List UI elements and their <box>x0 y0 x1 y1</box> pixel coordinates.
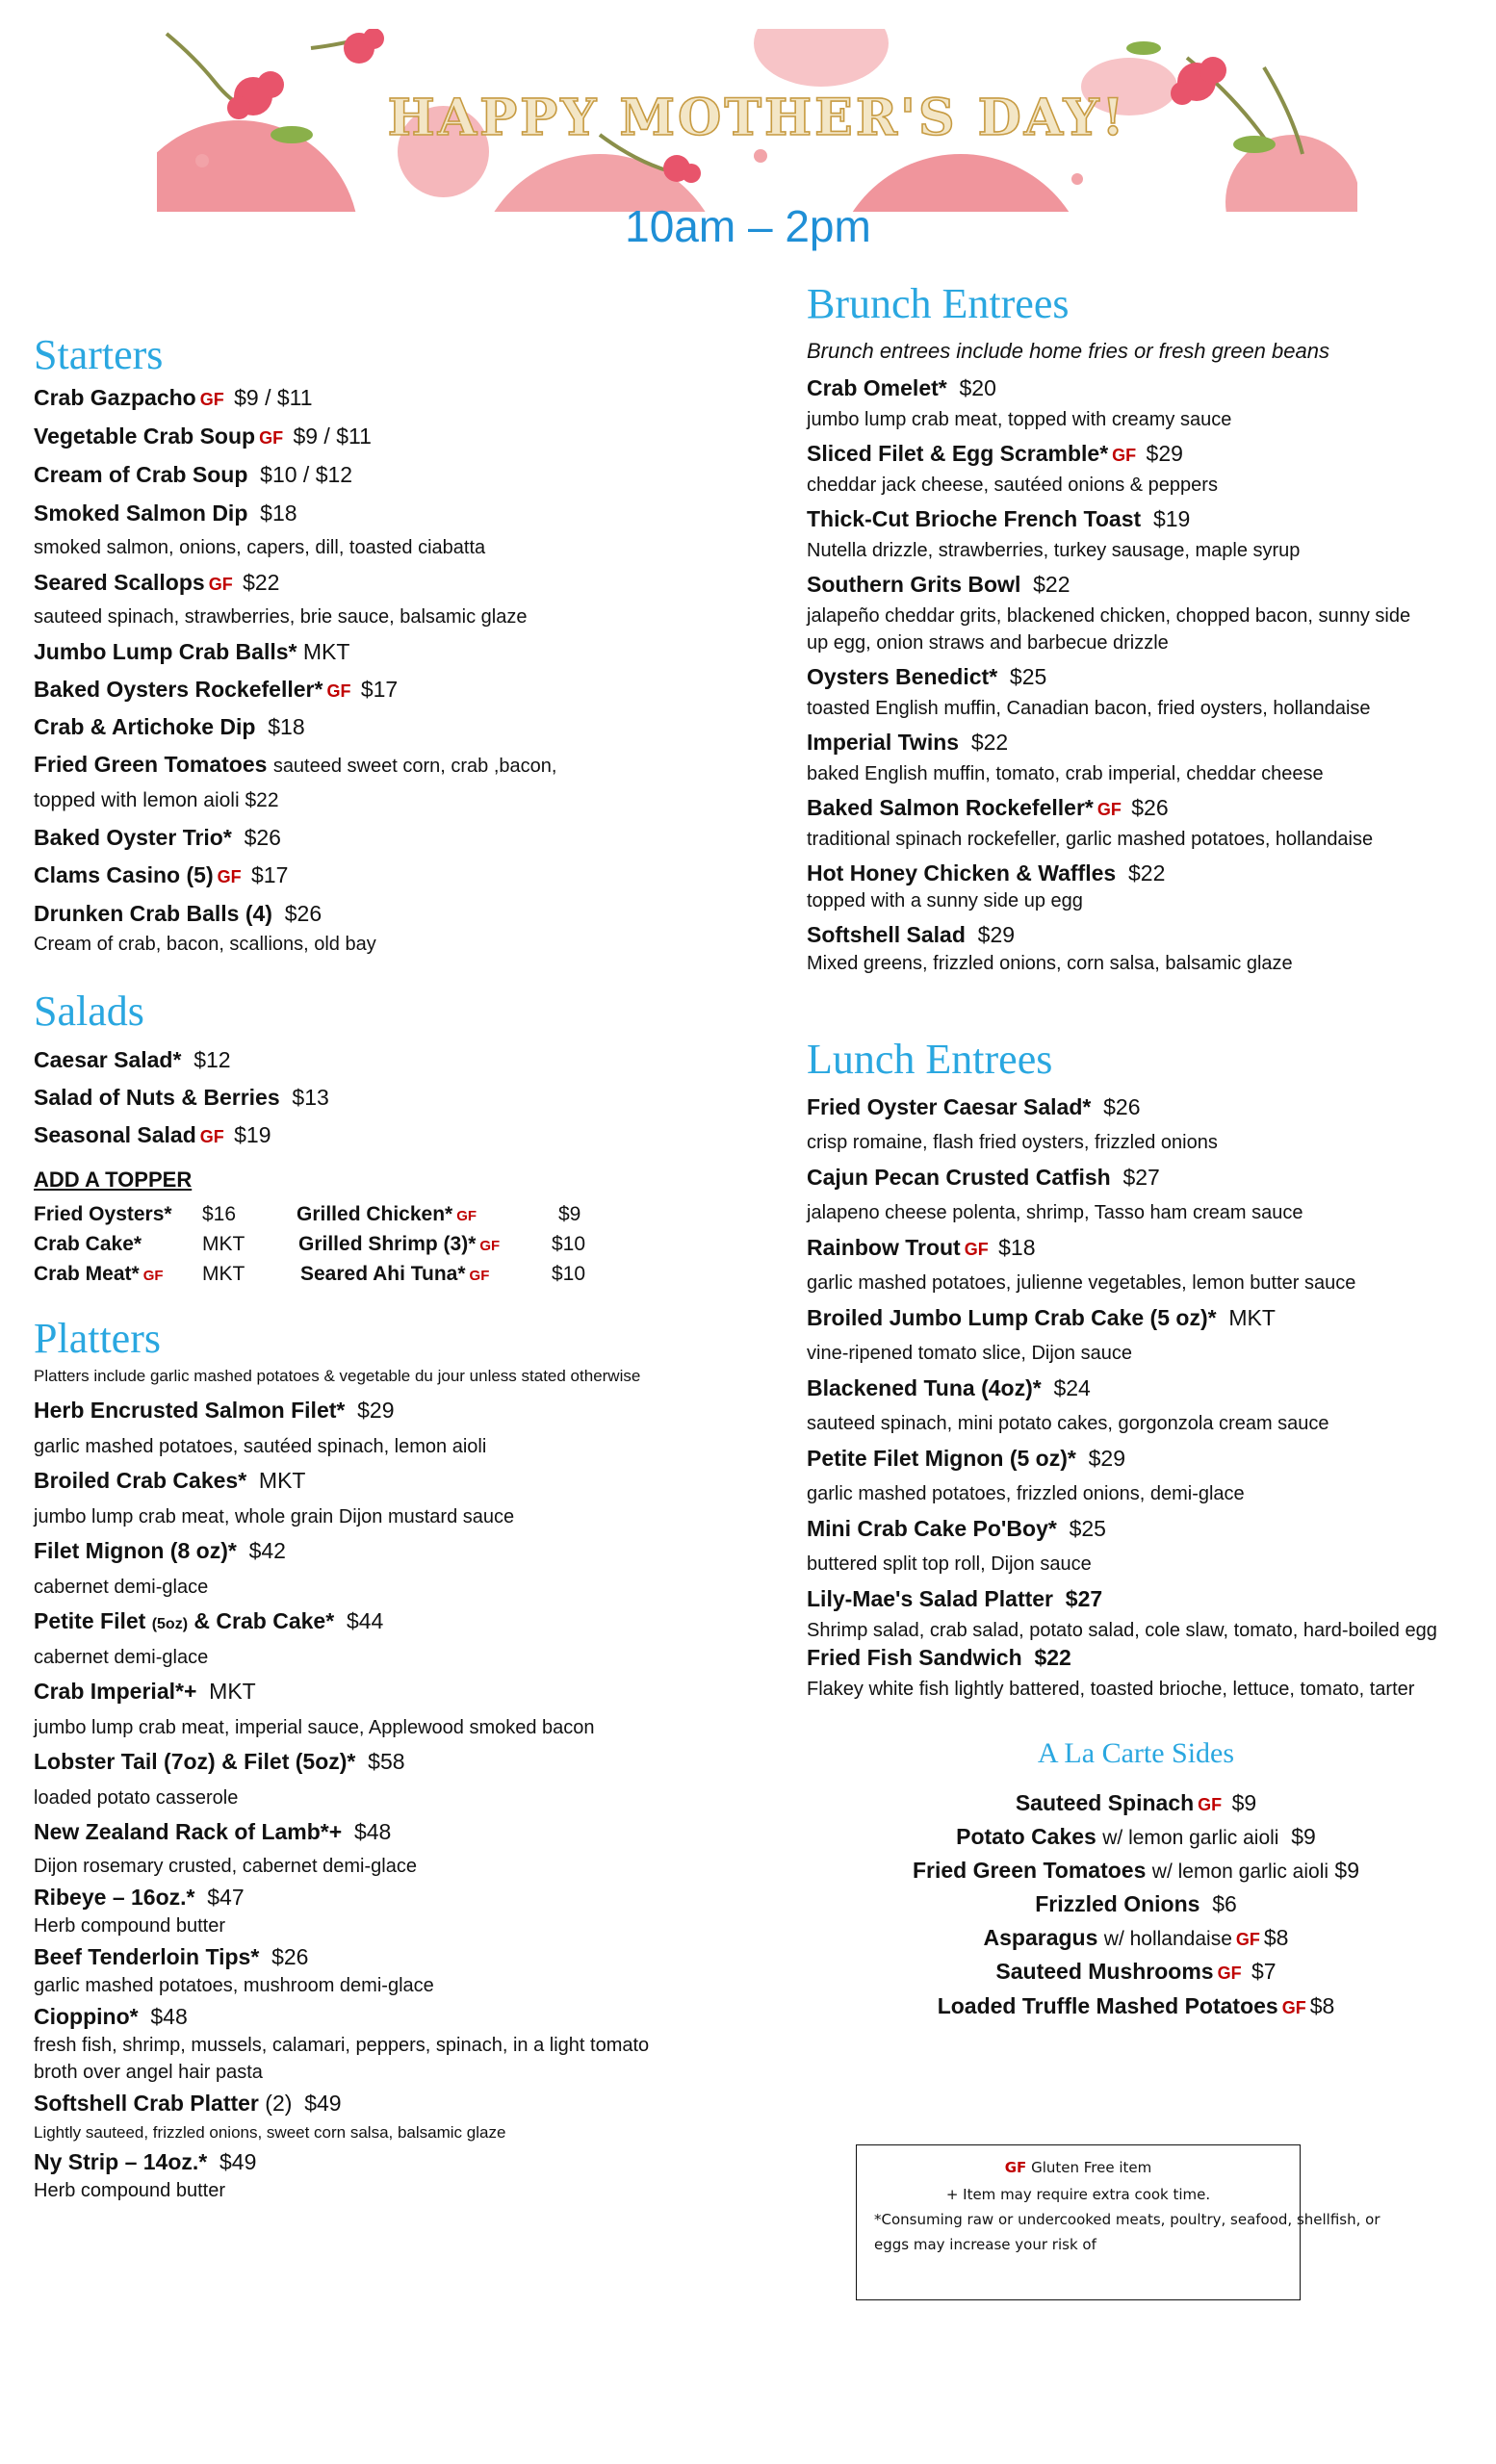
item-description: buttered split top roll, Dijon sauce <box>807 1553 1092 1575</box>
item-description: cheddar jack cheese, sautéed onions & peppers <box>807 475 1218 496</box>
topper-price: $10 <box>552 1233 586 1255</box>
item-description: baked English muffin, tomato, crab imperial, cheddar cheese <box>807 763 1324 784</box>
item-price: $18 <box>260 500 297 526</box>
item-name: Crab & Artichoke Dip <box>34 714 256 739</box>
gf-badge: GF <box>208 575 233 594</box>
menu-item: New Zealand Rack of Lamb*+ $48 <box>34 1819 392 1844</box>
item-description: crisp romaine, flash fried oysters, frizzled onions <box>807 1132 1218 1153</box>
side-item: Asparagus w/ hollandaise GF $8 <box>983 1925 1289 1950</box>
item-name: Clams Casino (5) <box>34 862 214 887</box>
topper-item: Grilled Shrimp (3)* GF <box>298 1233 501 1255</box>
gf-badge: GF <box>217 867 242 886</box>
menu-item <box>34 424 372 449</box>
topper-price: $16 <box>202 1203 237 1225</box>
item-name: Seared Scallops <box>34 570 205 595</box>
menu-item: Rainbow Trout GF $18 <box>807 1235 1036 1260</box>
gf-badge: GF <box>199 390 224 409</box>
menu-item <box>34 385 313 411</box>
item-description: garlic mashed potatoes, sautéed spinach, lemon aioli <box>34 1436 487 1457</box>
item-price: $9 / $11 <box>234 385 313 410</box>
item-description: fresh fish, shrimp, mussels, calamari, peppers, spinach, in a light tomato <box>34 2035 650 2056</box>
item-description: cabernet demi-glace <box>34 1647 209 1668</box>
item-price: $17 <box>360 677 399 702</box>
section-title-lunch: Lunch Entrees <box>807 1036 1053 1083</box>
item-description: jumbo lump crab meat, whole grain Dijon mustard sauce <box>34 1506 515 1527</box>
cook-time-note: + Item may require extra cook time. <box>945 2186 1211 2203</box>
menu-item: Imperial Twins $22 <box>807 730 1009 755</box>
item-description: Herb compound butter <box>34 1915 226 1937</box>
item-name: Seasonal Salad <box>34 1122 196 1147</box>
menu-item: Broiled Jumbo Lump Crab Cake (5 oz)* MKT <box>807 1305 1276 1330</box>
topper-item: Crab Cake* <box>34 1233 142 1255</box>
item-description: cabernet demi-glace <box>34 1577 209 1598</box>
item-price: $9 / $11 <box>293 424 372 449</box>
menu-item: Lobster Tail (7oz) & Filet (5oz)* $58 <box>34 1749 405 1774</box>
menu-item <box>34 1047 231 1073</box>
item-description: topped with lemon aioli $22 <box>34 789 279 811</box>
menu-item: Mini Crab Cake Po'Boy* $25 <box>807 1516 1106 1541</box>
section-title-starters: Starters <box>34 331 164 378</box>
item-description: loaded potato casserole <box>34 1787 239 1809</box>
menu-item <box>34 714 305 740</box>
topper-item: Fried Oysters* <box>34 1203 172 1225</box>
item-description: sauteed spinach, mini potato cakes, gorgonzola cream sauce <box>807 1413 1329 1434</box>
topper-heading: ADD A TOPPER <box>34 1168 193 1192</box>
menu-item: Ribeye – 16oz.* $47 <box>34 1885 245 1910</box>
item-price: $22 <box>243 570 280 595</box>
side-item: Frizzled Onions $6 <box>1035 1891 1237 1916</box>
platters-note: Platters include garlic mashed potatoes & vegetable du jour unless stated otherwise <box>34 1367 641 1385</box>
item-description: jalapeño cheddar grits, blackened chicken, chopped bacon, sunny side <box>807 605 1411 627</box>
topper-price: MKT <box>202 1233 245 1255</box>
item-price: MKT <box>302 639 350 664</box>
item-name: Baked Oyster Trio* <box>34 825 232 850</box>
item-price: $13 <box>292 1085 329 1110</box>
gf-badge: GF <box>259 428 284 448</box>
item-description: Herb compound butter <box>34 2180 226 2201</box>
item-description: smoked salmon, onions, capers, dill, toasted ciabatta <box>34 537 486 558</box>
side-item: Sauteed Spinach GF $9 <box>1015 1790 1257 1815</box>
item-description: jalapeno cheese polenta, shrimp, Tasso ham cream sauce <box>807 1202 1303 1223</box>
item-description: Mixed greens, frizzled onions, corn salsa, balsamic glaze <box>807 953 1293 974</box>
item-description: jumbo lump crab meat, imperial sauce, Applewood smoked bacon <box>34 1717 595 1738</box>
item-description: garlic mashed potatoes, frizzled onions, demi-glace <box>807 1483 1245 1504</box>
menu-item: Broiled Crab Cakes* MKT <box>34 1468 306 1493</box>
menu-item: Ny Strip – 14oz.* $49 <box>34 2149 257 2174</box>
item-name: Jumbo Lump Crab Balls* <box>34 639 297 664</box>
topper-item: Seared Ahi Tuna* GF <box>300 1263 490 1285</box>
item-name: Baked Oysters Rockefeller* <box>34 677 323 702</box>
menu-item <box>34 1122 271 1148</box>
item-description: garlic mashed potatoes, mushroom demi-glace <box>34 1975 434 1996</box>
item-price: $10 / $12 <box>260 462 353 487</box>
notes-box <box>856 2144 1380 2300</box>
menu-item: Blackened Tuna (4oz)* $24 <box>807 1375 1091 1400</box>
menu-item: Cajun Pecan Crusted Catfish $27 <box>807 1165 1160 1190</box>
section-title-platters: Platters <box>34 1315 161 1362</box>
item-description: Lightly sauteed, frizzled onions, sweet corn salsa, balsamic glaze <box>34 2123 506 2142</box>
consumer-advisory: eggs may increase your risk of <box>874 2236 1096 2253</box>
menu-item: Fried Fish Sandwich $22 <box>807 1645 1071 1670</box>
item-description: up egg, onion straws and barbecue drizzle <box>807 632 1169 654</box>
service-hours: 10am – 2pm <box>625 201 871 251</box>
menu-item <box>34 462 352 488</box>
menu-item <box>34 500 297 526</box>
gf-legend: GF Gluten Free item <box>1004 2159 1152 2176</box>
menu-item <box>34 901 322 927</box>
topper-price: MKT <box>202 1263 245 1285</box>
item-name: Vegetable Crab Soup <box>34 424 256 449</box>
menu-item <box>34 677 398 703</box>
item-description: broth over angel hair pasta <box>34 2062 263 2083</box>
side-item: Sauteed Mushrooms GF $7 <box>995 1959 1277 1984</box>
menu-item: Baked Salmon Rockefeller* GF $26 <box>807 795 1169 820</box>
menu-item: Crab Omelet* $20 <box>807 375 996 400</box>
side-item: Fried Green Tomatoes w/ lemon garlic aioli $9 <box>912 1858 1360 1883</box>
section-title-sides: A La Carte Sides <box>1037 1737 1235 1769</box>
section-title-salads: Salads <box>34 988 144 1035</box>
menu-item: Hot Honey Chicken & Waffles $22 <box>807 860 1166 886</box>
item-name: Drunken Crab Balls (4) <box>34 901 272 926</box>
header-banner <box>157 29 1357 212</box>
menu-item <box>34 825 281 851</box>
item-price: $19 <box>234 1122 271 1147</box>
item-name: Fried Green Tomatoes <box>34 752 268 777</box>
menu-item: Oysters Benedict* $25 <box>807 664 1047 689</box>
brunch-note: Brunch entrees include home fries or fresh green beans <box>807 339 1329 363</box>
item-price: $26 <box>244 825 281 850</box>
menu-item: Lily-Mae's Salad Platter $27 <box>807 1586 1103 1611</box>
item-description: Flakey white fish lightly battered, toasted brioche, lettuce, tomato, tarter <box>807 1679 1415 1700</box>
menu-item: Thick-Cut Brioche French Toast $19 <box>807 506 1191 531</box>
menu-item: Fried Oyster Caesar Salad* $26 <box>807 1094 1141 1119</box>
item-description: traditional spinach rockefeller, garlic mashed potatoes, hollandaise <box>807 829 1374 850</box>
menu-item: Sliced Filet & Egg Scramble* GF $29 <box>807 441 1183 466</box>
menu-item: Softshell Salad $29 <box>807 922 1016 947</box>
gf-badge: GF <box>326 681 351 701</box>
item-price: $17 <box>251 862 289 887</box>
menu-item: Cioppino* $48 <box>34 2004 188 2029</box>
item-name: Cream of Crab Soup <box>34 462 248 487</box>
item-description: sauteed spinach, strawberries, brie sauce, balsamic glaze <box>34 606 528 628</box>
menu-item <box>34 639 349 665</box>
item-price: $18 <box>268 714 305 739</box>
topper-item: Crab Meat* GF <box>34 1263 164 1285</box>
item-description: Dijon rosemary crusted, cabernet demi-glace <box>34 1856 417 1877</box>
item-description: garlic mashed potatoes, julienne vegetables, lemon butter sauce <box>807 1272 1356 1294</box>
menu-item: Softshell Crab Platter (2) $49 <box>34 2091 342 2116</box>
section-title-brunch: Brunch Entrees <box>807 280 1070 327</box>
topper-price: $9 <box>558 1203 581 1225</box>
item-description: vine-ripened tomato slice, Dijon sauce <box>807 1343 1132 1364</box>
gf-badge: GF <box>199 1127 224 1146</box>
menu-item: Herb Encrusted Salmon Filet* $29 <box>34 1398 395 1423</box>
item-name: Caesar Salad* <box>34 1047 182 1072</box>
item-price: $12 <box>193 1047 231 1072</box>
item-description: topped with a sunny side up egg <box>807 890 1083 911</box>
item-name: Crab Gazpacho <box>34 385 196 410</box>
menu-item <box>34 1085 329 1111</box>
item-description: jumbo lump crab meat, topped with creamy sauce <box>807 409 1232 430</box>
item-name: Salad of Nuts & Berries <box>34 1085 280 1110</box>
item-description: Shrimp salad, crab salad, potato salad, cole slaw, tomato, hard-boiled egg <box>807 1620 1437 1641</box>
side-item: Loaded Truffle Mashed Potatoes GF $8 <box>937 1993 1335 2018</box>
menu-item: Crab Imperial*+ MKT <box>34 1679 256 1704</box>
banner-title: HAPPY MOTHER'S DAY! <box>387 89 1127 147</box>
menu-item: Petite Filet Mignon (5 oz)* $29 <box>807 1446 1125 1471</box>
topper-price: $10 <box>552 1263 586 1285</box>
item-description: toasted English muffin, Canadian bacon, fried oysters, hollandaise <box>807 698 1371 719</box>
menu-item: Southern Grits Bowl $22 <box>807 572 1070 597</box>
item-price: $26 <box>284 901 322 926</box>
item-description: sauteed sweet corn, crab ,bacon, <box>272 756 557 777</box>
menu-item <box>34 752 556 778</box>
consumer-advisory: *Consuming raw or undercooked meats, poultry, seafood, shellfish, or <box>874 2211 1380 2228</box>
item-description: Cream of crab, bacon, scallions, old bay <box>34 934 376 955</box>
side-item: Potato Cakes w/ lemon garlic aioli $9 <box>956 1824 1316 1849</box>
menu-item <box>34 862 288 888</box>
item-name: Smoked Salmon Dip <box>34 500 248 526</box>
menu-item: Filet Mignon (8 oz)* $42 <box>34 1538 286 1563</box>
menu-item: Petite Filet (5oz) & Crab Cake* $44 <box>34 1608 384 1633</box>
topper-item: Grilled Chicken* GF <box>297 1203 477 1225</box>
menu-item: Beef Tenderloin Tips* $26 <box>34 1944 309 1969</box>
menu-item <box>34 570 279 596</box>
item-description: Nutella drizzle, strawberries, turkey sausage, maple syrup <box>807 540 1301 561</box>
